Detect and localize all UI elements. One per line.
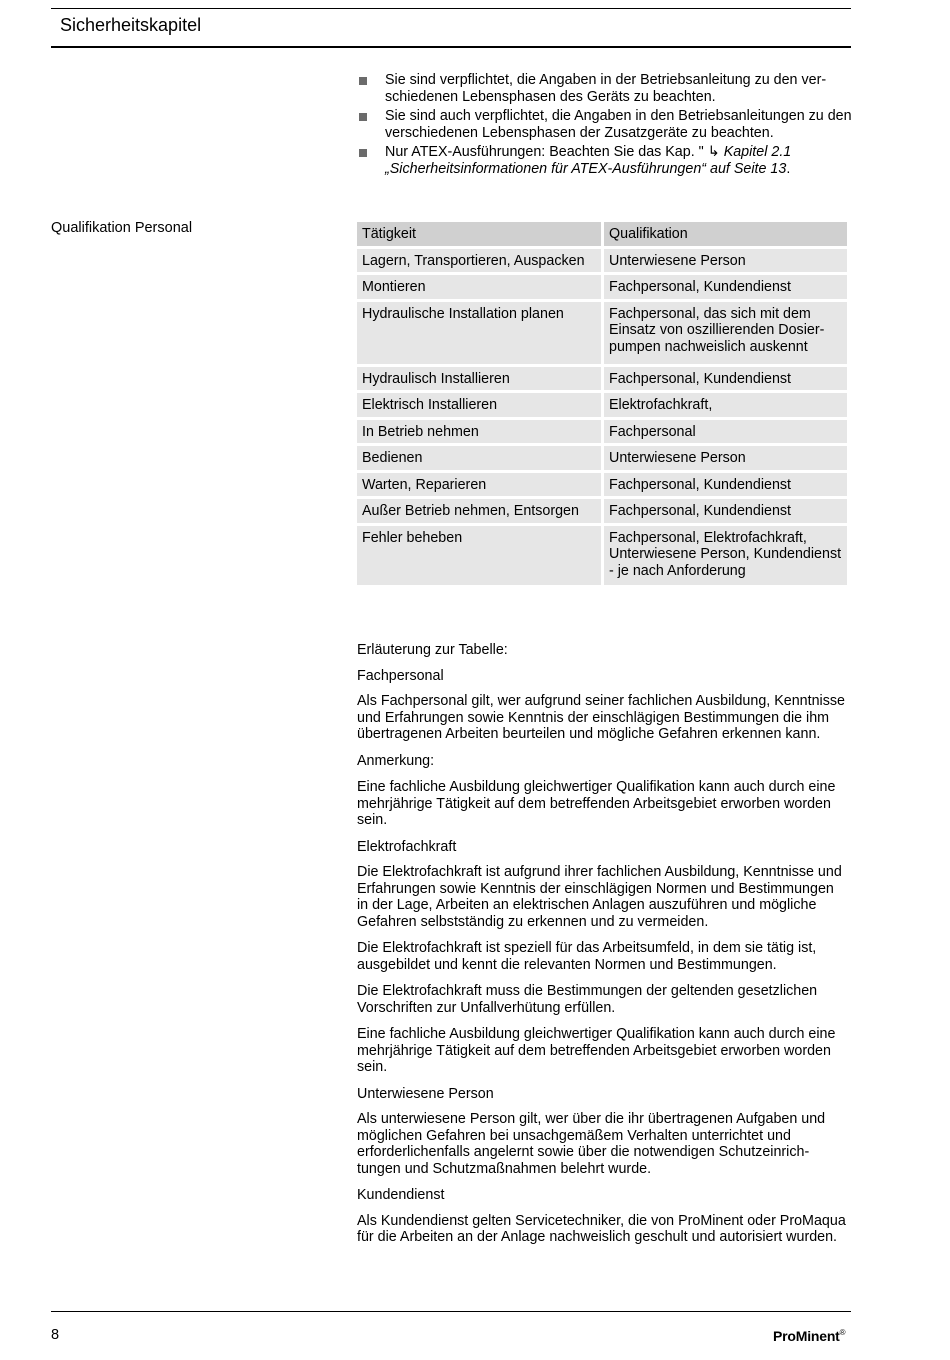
table-row [357,393,847,417]
bullet-item [357,144,852,177]
unterwiesene-person-text: Als unterwiesene Person gilt, wer über die ihr übertragenen Aufgaben und möglichen Gefahren bei unsachgemäßem Verhalten unterrichtet und erforderlichenfalls angelernt sowie über die notwendigen Schutzeinrichtungen und Schutzmaßnahmen belehrt wurde. [357,1111,826,1177]
table-row [357,367,847,391]
square-bullet-icon [359,149,367,157]
table-row [357,526,847,585]
bullet-item [357,72,852,105]
qualification-cell: Fachpersonal [604,420,847,444]
section-label: Qualifikation Personal [51,220,193,236]
table-header-row [357,222,847,246]
chapter-reference-link[interactable]: Kapitel 2.1 „Sicherheitsinformationen für ATEX-Ausführungen“ auf Seite 13 [385,144,792,177]
qualification-cell: Fachpersonal, Elektrofachkraft, Unterwiesene Person, Kundendienst - je nach Anforderung [604,526,847,585]
activity-cell: Lagern, Transportieren, Auspacken [357,249,601,273]
header-rule-bottom [51,46,851,48]
fachpersonal-heading: Fachpersonal [357,667,444,684]
elektrofachkraft-text-2: Die Elektrofachkraft ist speziell für das Arbeitsumfeld, in dem sie tätig ist, ausgebildet und kennt die relevanten Normen und Bestimmungen. [357,940,817,973]
square-bullet-icon [359,113,367,121]
page-number: 8 [51,1327,60,1343]
table-row [357,249,847,273]
footer-rule [51,1311,851,1312]
qualification-cell: Fachpersonal, Kundendienst [604,275,847,299]
kundendienst-heading: Kundendienst [357,1187,445,1203]
table-row [357,275,847,299]
bullet-text: Nur ATEX-Ausführungen: Beachten Sie das Kap. " [385,144,708,160]
qualification-cell: Fachpersonal, das sich mit dem Einsatz von oszillierenden Dosierpumpen nachweislich auskennt [604,302,847,364]
activity-cell: Außer Betrieb nehmen, Entsorgen [357,499,601,523]
bullet-text: Sie sind verpflichtet, die Angaben in der Betriebsanleitung zu den verschiedenen Lebensphasen des Geräts zu beachten. [385,72,827,105]
bullet-text: Sie sind auch verpflichtet, die Angaben in den Betriebsanleitungen zu den verschiedenen Lebensphasen der Zusatzgeräte zu beachten. [385,108,852,141]
table-row [357,473,847,497]
fachpersonal-note: Eine fachliche Ausbildung gleichwertiger Qualifikation kann auch durch eine mehrjährige Tätigkeit auf dem betreffenden Arbeitsgebiet erworben worden sein. [357,779,836,828]
activity-cell: Montieren [357,275,601,299]
header-rule-top [51,8,851,9]
column-header-activity: Tätigkeit [357,222,601,246]
qualification-cell: Fachpersonal, Kundendienst [604,499,847,523]
elektrofachkraft-text-1: Die Elektrofachkraft ist aufgrund ihrer fachlichen Ausbildung, Kenntnisse und Erfahrungen sowie Kenntnis der einschlägigen Normen und Bestimmungen in der Lage, Arbeiten an elektrischen Anlagen auszuführen und mögliche Gefahren selbstständig zu erkennen und zu vermeiden. [357,864,842,930]
table-row [357,499,847,523]
activity-cell: Hydraulische Installation planen [357,302,601,364]
qualification-cell: Fachpersonal, Kundendienst [604,473,847,497]
unterwiesene-person-heading: Unterwiesene Person [357,1085,494,1102]
brand-logo [773,1328,845,1344]
activity-cell: Warten, Reparieren [357,473,601,497]
kundendienst-text: Als Kundendienst gelten Servicetechniker, die von ProMinent oder ProMaqua für die Arbeiten an der Anlage nachweislich geschult und autorisiert wurden. [357,1212,846,1245]
elektrofachkraft-text-3: Die Elektrofachkraft muss die Bestimmungen der geltenden gesetzlichen Vorschriften zur Unfallverhütung erfüllen. [357,983,818,1016]
bullet-text-end: . [786,160,791,177]
elektrofachkraft-heading: Elektrofachkraft [357,838,457,855]
qualification-cell: Unterwiesene Person [604,446,847,470]
square-bullet-icon [359,77,367,85]
activity-cell: Elektrisch Installieren [357,393,601,417]
activity-cell: Fehler beheben [357,526,601,585]
activity-cell: Hydraulisch Installieren [357,367,601,391]
activity-cell: In Betrieb nehmen [357,420,601,444]
table-notes [357,642,847,1256]
elektrofachkraft-text-4: Eine fachliche Ausbildung gleichwertiger Qualifikation kann auch durch eine mehrjährige Tätigkeit auf dem betreffenden Arbeitsgebiet erworben worden sein. [357,1026,836,1075]
registered-mark: ® [839,1328,846,1337]
activity-cell: Bedienen [357,446,601,470]
table-row [357,446,847,470]
table-row [357,302,847,364]
qualification-cell: Fachpersonal, Kundendienst [604,367,847,391]
qualification-cell: Elektrofachkraft, [604,393,847,417]
column-header-qualification: Qualifikation [604,222,847,246]
qualification-cell: Unterwiesene Person [604,249,847,273]
notes-heading: Erläuterung zur Tabelle: [357,642,508,658]
table-row [357,420,847,444]
qualification-table [354,219,850,588]
anmerkung-label: Anmerkung: [357,752,435,769]
brand-name: ProMinent [773,1328,840,1344]
bullet-list [357,72,852,180]
page-title: Sicherheitskapitel [60,15,202,35]
bullet-item [357,108,852,141]
fachpersonal-text: Als Fachpersonal gilt, wer aufgrund seiner fachlichen Ausbildung, Kenntnisse und Erfahrungen sowie Kenntnis der einschlägigen Bestimmungen die ihm übertragenen Arbeiten beurteilen und mögliche Gefahren erkennen kann. [357,693,845,742]
reference-arrow-icon: ↳ [707,144,720,160]
